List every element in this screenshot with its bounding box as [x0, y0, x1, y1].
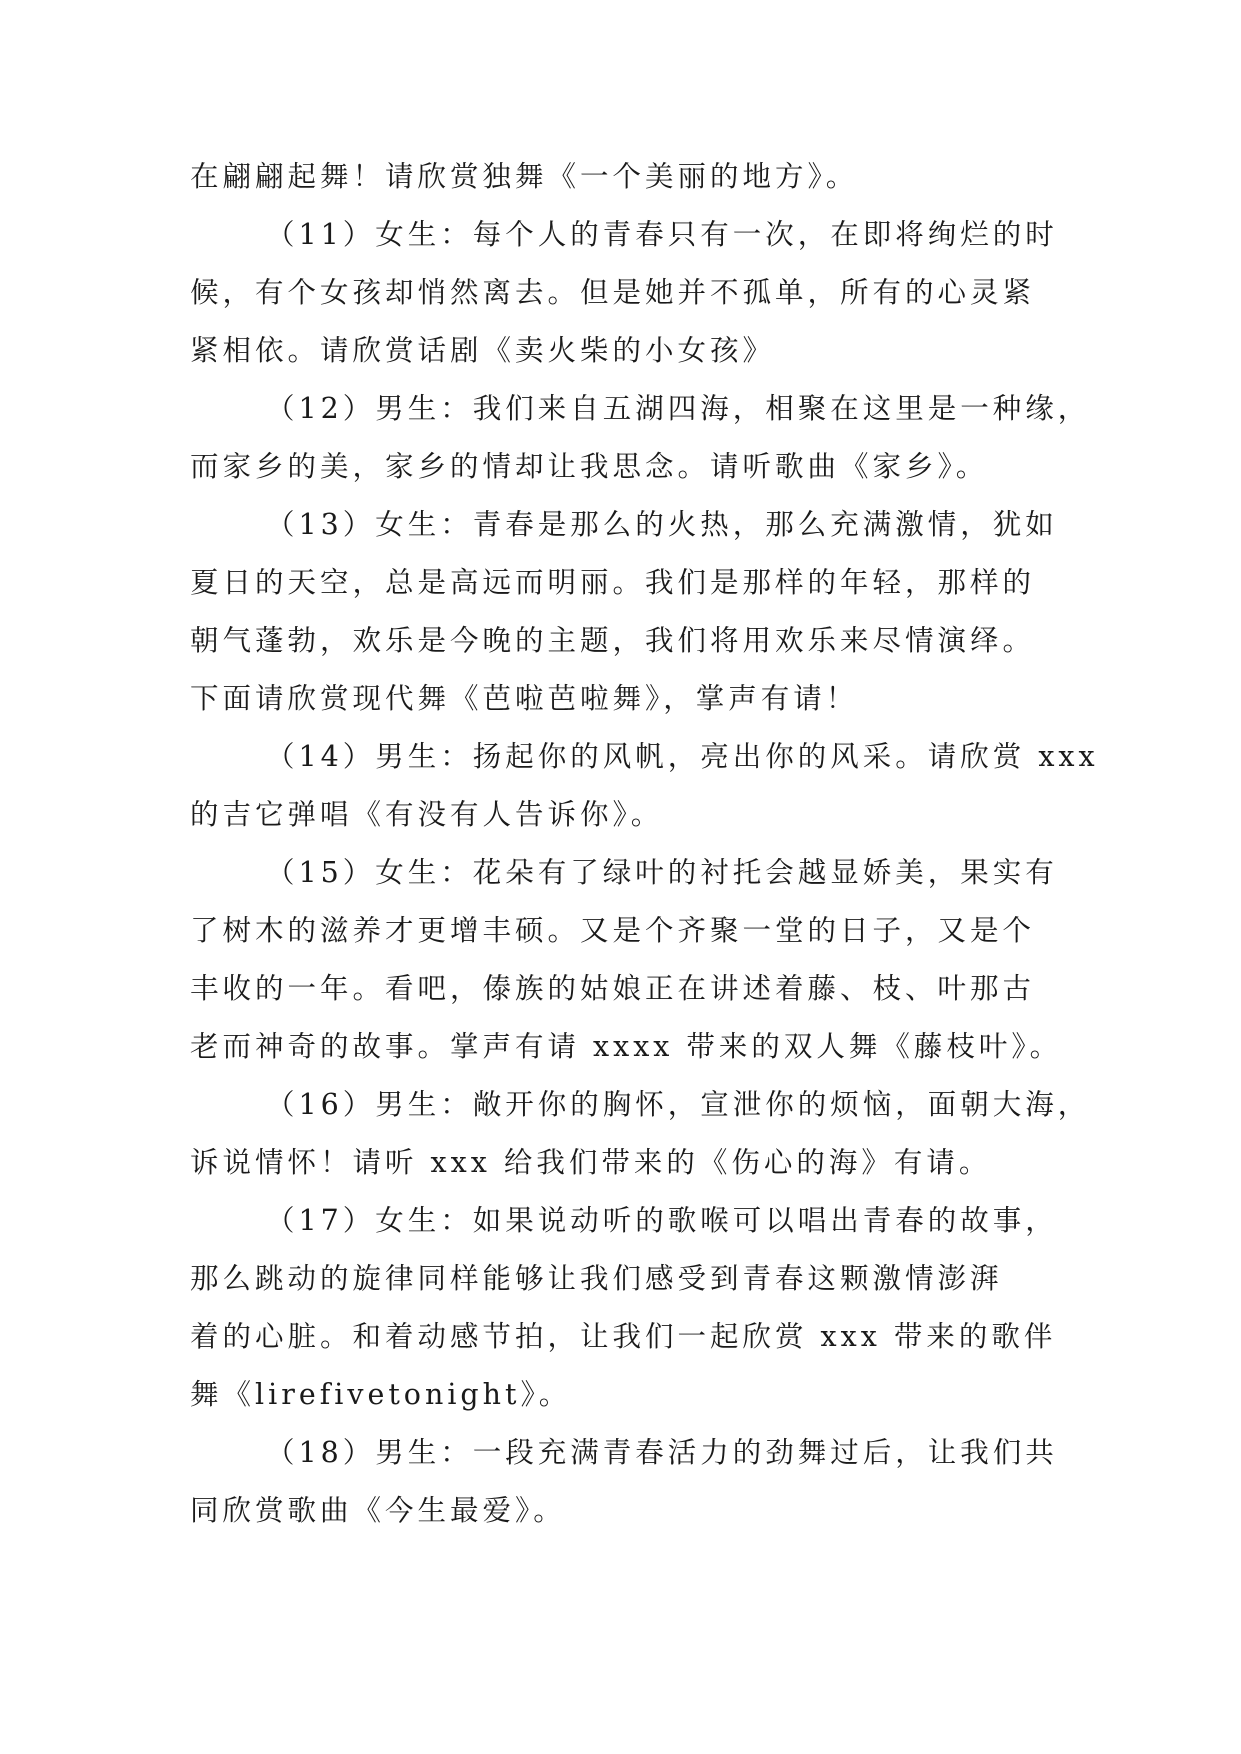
- paragraph: [190, 206, 1070, 380]
- text-line: （13）女生：青春是那么的火热，那么充满激情，犹如: [266, 508, 1058, 541]
- text-line: 在翩翩起舞！请欣赏独舞《一个美丽的地方》。: [190, 160, 859, 193]
- text-line: （18）男生：一段充满青春活力的劲舞过后，让我们共: [266, 1436, 1058, 1469]
- text-line: （11）女生：每个人的青春只有一次，在即将绚烂的时: [266, 218, 1058, 251]
- text-line: （12）男生：我们来自五湖四海，相聚在这里是一种缘，: [266, 392, 1091, 425]
- text-line: （14）男生：扬起你的风帆，亮出你的风采。请欣赏 xxx: [266, 740, 1099, 773]
- paragraph: [190, 148, 1070, 206]
- text-line: （17）女生：如果说动听的歌喉可以唱出青春的故事，: [266, 1204, 1058, 1237]
- text-line: （15）女生：花朵有了绿叶的衬托会越显娇美，果实有: [266, 856, 1058, 889]
- text-line: 紧相依。请欣赏话剧《卖火柴的小女孩》: [190, 334, 776, 367]
- text-line: 诉说情怀！请听 xxx 给我们带来的《伤心的海》有请。: [190, 1146, 992, 1179]
- text-line: 丰收的一年。看吧，傣族的姑娘正在讲述着藤、枝、叶那古: [190, 972, 1036, 1005]
- text-line: 了树木的滋养才更增丰硕。又是个齐聚一堂的日子，又是个: [190, 914, 1036, 947]
- text-line: 下面请欣赏现代舞《芭啦芭啦舞》，掌声有请！: [190, 682, 859, 715]
- paragraph: [190, 1192, 1070, 1424]
- paragraph: [190, 496, 1070, 728]
- paragraph: [190, 1076, 1091, 1192]
- text-line: （16）男生：敞开你的胸怀，宣泄你的烦恼，面朝大海，: [266, 1088, 1091, 1121]
- paragraph: [190, 844, 1070, 1076]
- paragraph: [190, 1424, 1070, 1540]
- text-line: 那么跳动的旋律同样能够让我们感受到青春这颗激情澎湃: [190, 1262, 1003, 1295]
- text-line: 同欣赏歌曲《今生最爱》。: [190, 1494, 566, 1527]
- paragraph: [190, 728, 1099, 844]
- text-line: 候，有个女孩却悄然离去。但是她并不孤单，所有的心灵紧: [190, 276, 1036, 309]
- text-line: 的吉它弹唱《有没有人告诉你》。: [190, 798, 664, 831]
- text-line: 舞《lirefivetonight》。: [190, 1378, 572, 1411]
- text-line: 朝气蓬勃，欢乐是今晚的主题，我们将用欢乐来尽情演绎。: [190, 624, 1036, 657]
- paragraph: [190, 380, 1091, 496]
- text-line: 老而神奇的故事。掌声有请 xxxx 带来的双人舞《藤枝叶》。: [190, 1030, 1063, 1063]
- text-line: 夏日的天空，总是高远而明丽。我们是那样的年轻，那样的: [190, 566, 1036, 599]
- text-line: 着的心脏。和着动感节拍，让我们一起欣赏 xxx 带来的歌伴: [190, 1320, 1057, 1353]
- document-page: [190, 148, 1099, 1540]
- text-line: 而家乡的美，家乡的情却让我思念。请听歌曲《家乡》。: [190, 450, 989, 483]
